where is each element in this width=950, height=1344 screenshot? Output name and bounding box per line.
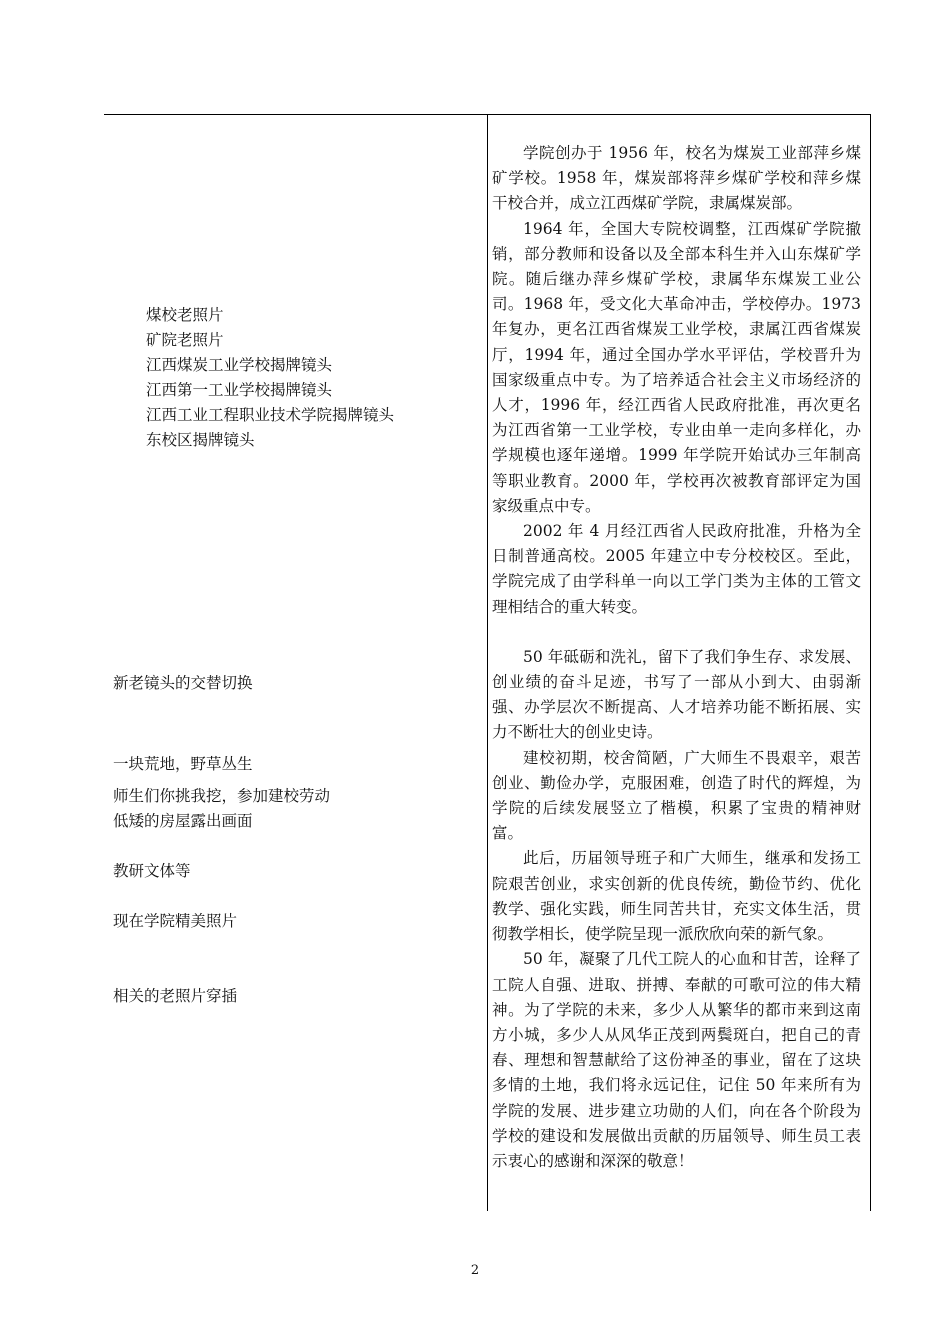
column-divider [487,114,488,1211]
narration-paragraph: 建校初期，校舍简陋，广大师生不畏艰辛，艰苦创业、勤俭办学，克服困难，创造了时代的辉煌，为学院的后续发展竖立了楷模，积累了宝贵的精神财富。 [492,748,861,843]
shot-note-houses: 低矮的房屋露出画面 [113,812,253,830]
shot-note-wasteland: 一块荒地，野草丛生 [113,755,253,773]
page-number: 2 [470,1263,480,1278]
shot-note-list-item: 矿院老照片 [146,331,224,349]
shot-note-old-photos: 相关的老照片穿插 [113,987,238,1005]
narration-paragraph: 50 年，凝聚了几代工院人的心血和甘苦，诠释了工院人自强、进取、拼搏、奉献的可歌可泣的伟大精神。为了学院的未来，多少人从繁华的都市来到这南方小城，多少人从风华正茂到两鬓斑白，把自己的青春、理想和智慧献给了这份神圣的事业，留在了这块多情的土地，我们将永远记住，记住 50 年来所有为学院的发展、进步建立功勋的人们，向在各个阶段为学校的建设和发展做出贡献的历届领导、师生员工表示衷心的感谢和深深的敬意！ [492,950,861,1170]
shot-note-list-item: 江西第一工业学校揭牌镜头 [146,381,333,399]
shot-note-labor: 师生们你挑我挖，参加建校劳动 [113,787,331,805]
shot-note-list-item: 江西工业工程职业技术学院揭牌镜头 [146,406,395,424]
shot-note-list-item: 江西煤炭工业学校揭牌镜头 [146,356,333,374]
narration-paragraph: 2002 年 4 月经江西省人民政府批准，升格为全日制普通高校。2005 年建立中专分校校区。至此，学院完成了由学科单一向以工学门类为主体的工管文理相结合的重大转变。 [492,522,861,616]
shot-note-list-item: 东校区揭牌镜头 [146,431,255,449]
narration-paragraph: 1964 年，全国大专院校调整，江西煤矿学院撤销，部分教师和设备以及全部本科生并入山东煤矿学院。随后继办萍乡煤矿学校，隶属华东煤炭工业公司。1968 年，受文化大革命冲击，学校停办。1973 年复办，更名江西省煤炭工业学校，隶属江西省煤炭厅，1994 年，通过全国办学水平评估，学校晋升为国家级重点中专。为了培养适合社会主义市场经济的人才，1996 年，经江西省人民政府批准，再次更名为江西省第一工业学校，专业由单一走向多样化，办学规模也逐年递增。1999 年学院开始试办三年制高等职业教育。2000 年，学校再次被教育部评定为国家级重点中专。 [492,219,861,515]
table-right-border [870,114,871,1211]
narration-column [492,141,861,1174]
paragraph-gap [492,620,861,645]
narration-paragraph: 50 年砥砺和洗礼，留下了我们争生存、求发展、创业绩的奋斗足迹，书写了一部从小到大、由弱渐强、办学层次不断提高、人才培养功能不断拓展、实力不断壮大的创业史诗。 [492,647,861,742]
narration-paragraph: 此后，历届领导班子和广大师生，继承和发扬工院艰苦创业，求实创新的优良传统，勤俭节约、优化教学、强化实践，师生同苦共甘，充实文体生活，贯彻教学相长，使学院呈现一派欣欣向荣的新气象。 [492,849,861,944]
shot-note-teaching: 教研文体等 [113,862,191,880]
shot-note-current-photos: 现在学院精美照片 [113,912,238,930]
shot-note-list-item: 煤校老照片 [146,306,224,324]
narration-paragraph: 学院创办于 1956 年，校名为煤炭工业部萍乡煤矿学校。1958 年，煤炭部将萍乡煤矿学校和萍乡煤干校合并，成立江西煤矿学院，隶属煤炭部。 [492,144,861,213]
shot-note-switch: 新老镜头的交替切换 [113,674,253,692]
